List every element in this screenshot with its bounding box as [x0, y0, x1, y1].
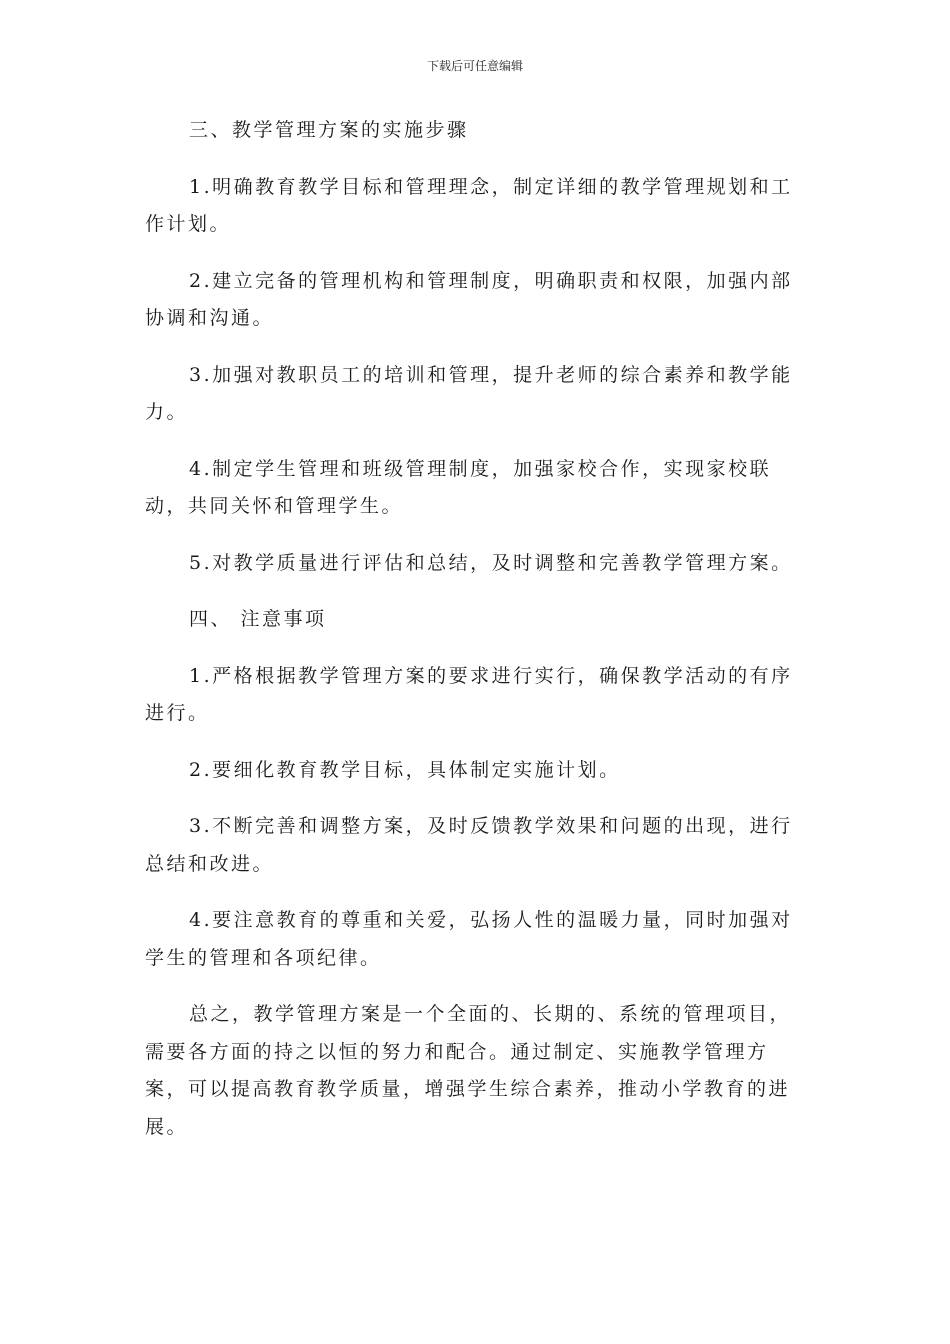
list-item: 1.明确教育教学目标和管理理念，制定详细的教学管理规划和工作计划。	[145, 175, 793, 235]
section-heading-implementation-steps: 三、教学管理方案的实施步骤	[189, 119, 469, 141]
list-item: 2.建立完备的管理机构和管理制度，明确职责和权限，加强内部协调和沟通。	[145, 269, 793, 329]
list-item: 5.对教学质量进行评估和总结，及时调整和完善教学管理方案。	[189, 551, 793, 574]
list-item: 4.制定学生管理和班级管理制度，加强家校合作，实现家校联动，共同关怀和管理学生。	[145, 457, 772, 517]
list-item: 1.严格根据教学管理方案的要求进行实行，确保教学活动的有序进行。	[145, 664, 793, 724]
list-item: 3.不断完善和调整方案，及时反馈教学效果和问题的出现，进行总结和改进。	[145, 815, 793, 875]
list-item: 3.加强对教职员工的培训和管理，提升老师的综合素养和教学能力。	[145, 363, 793, 423]
section-heading-notes: 四、 注意事项	[189, 608, 327, 630]
list-item: 2.要细化教育教学目标，具体制定实施计划。	[189, 758, 621, 781]
page-header: 下载后可任意编辑	[426, 59, 523, 73]
summary-paragraph: 总之，教学管理方案是一个全面的、长期的、系统的管理项目，需要各方面的持之以恒的努力和配合。通过制定、实施教学管理方案，可以提高教育教学质量，增强学生综合素养，推动小学教育的进展。	[145, 1003, 792, 1138]
document-body	[145, 112, 810, 1165]
list-item: 4.要注意教育的尊重和关爱，弘扬人性的温暖力量，同时加强对学生的管理和各项纪律。	[145, 909, 793, 969]
